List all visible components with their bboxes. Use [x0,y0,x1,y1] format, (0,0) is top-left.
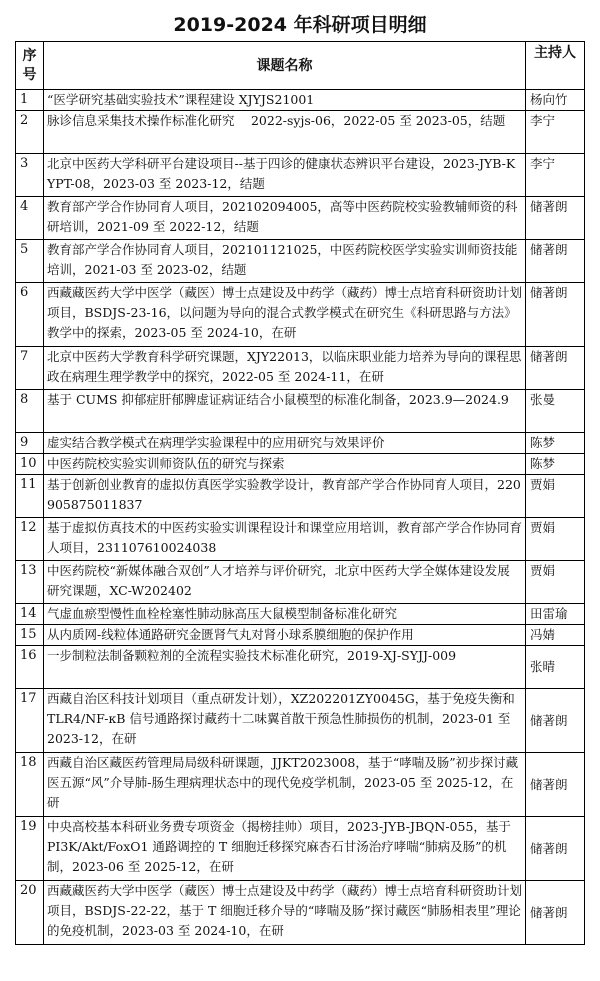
row-topic: 基于 CUMS 抑郁症肝郁脾虚证病证结合小鼠模型的标准化制备，2023.9—2024.9 [44,390,526,433]
row-number: 4 [16,197,44,240]
table-row [16,561,585,604]
header-lead: 主持人 [526,42,585,90]
row-topic: 一步制粒法制备颗粒剂的全流程实验技术标准化研究，2019-XJ-SYJJ-009 [44,646,526,689]
row-number: 5 [16,240,44,283]
row-topic: 北京中医药大学科研平台建设项目--基于四诊的健康状态辨识平台建设，2023-JYB-KYPT-08，2023-03 至 2023-12，结题 [44,154,526,197]
row-topic: 脉诊信息采集技术操作标准化研究 2022-syjs-06，2022-05 至 2023-05，结题 [44,111,526,154]
row-topic: 中医药院校“新媒体融合双创”人才培养与评价研究，北京中医药大学全媒体建设发展研究课题，XC-W202402 [44,561,526,604]
row-topic: 西藏自治区科技计划项目（重点研发计划），XZ202201ZY0045G，基于免疫失衡和 TLR4/NF-κB 信号通路探讨藏药十二味翼首散干预急性肺损伤的机制，2023-01 至 2023-12，在研 [44,689,526,753]
header-topic: 课题名称 [44,42,526,90]
table-row [16,154,585,197]
row-topic: 教育部产学合作协同育人项目，202102094005，高等中医药院校实验教辅师资的科研培训，2021-09 至 2022-12，结题 [44,197,526,240]
table-header-row [16,42,585,90]
table-row [16,625,585,646]
table-row [16,347,585,390]
table-row [16,753,585,817]
table-row [16,111,585,154]
table-row [16,283,585,347]
row-number: 19 [16,817,44,881]
row-lead: 张晴 [526,646,585,689]
row-number: 14 [16,604,44,625]
row-lead: 储著朗 [526,240,585,283]
row-lead: 储著朗 [526,881,585,945]
row-lead: 贾娟 [526,518,585,561]
table-row [16,433,585,454]
row-number: 7 [16,347,44,390]
row-lead: 陈梦 [526,433,585,454]
row-lead: 储著朗 [526,817,585,881]
row-lead: 贾娟 [526,475,585,518]
row-topic: 西藏自治区藏医药管理局局级科研课题，JJKT2023008，基于“哮喘及肠”初步探讨藏医五源“风”介导肺-肠生理病理状态中的现代免疫学机制，2023-05 至 2025-12，在研 [44,753,526,817]
row-number: 1 [16,90,44,111]
row-number: 15 [16,625,44,646]
table-row [16,197,585,240]
table-row [16,518,585,561]
row-number: 12 [16,518,44,561]
row-number: 13 [16,561,44,604]
row-topic: 中医药院校实验实训师资队伍的研究与探索 [44,454,526,475]
row-lead: 陈梦 [526,454,585,475]
row-number: 8 [16,390,44,433]
row-lead: 储著朗 [526,197,585,240]
row-topic: 基于虚拟仿真技术的中医药实验实训课程设计和课堂应用培训，教育部产学合作协同育人项目，231107610024038 [44,518,526,561]
table-row [16,604,585,625]
row-topic: 西藏藏医药大学中医学（藏医）博士点建设及中药学（藏药）博士点培育科研资助计划项目，BSDJS-23-16，以问题为导向的混合式教学模式在研究生《科研思路与方法》教学中的探索，2023-05 至 2024-10，在研 [44,283,526,347]
row-topic: 从内质网-线粒体通路研究金匮肾气丸对肾小球系膜细胞的保护作用 [44,625,526,646]
row-number: 16 [16,646,44,689]
row-number: 10 [16,454,44,475]
row-lead: 储著朗 [526,753,585,817]
row-number: 11 [16,475,44,518]
row-topic: 基于创新创业教育的虚拟仿真医学实验教学设计，教育部产学合作协同育人项目，220905875011837 [44,475,526,518]
row-topic: “医学研究基础实验技术”课程建设 XJYJS21001 [44,90,526,111]
table-row [16,689,585,753]
table-row [16,240,585,283]
table-row [16,390,585,433]
row-number: 6 [16,283,44,347]
row-lead: 李宁 [526,111,585,154]
row-topic: 教育部产学合作协同育人项目，202101121025，中医药院校医学实验实训师资技能培训，2021-03 至 2023-02，结题 [44,240,526,283]
row-number: 9 [16,433,44,454]
row-number: 3 [16,154,44,197]
row-topic: 气虚血瘀型慢性血栓栓塞性肺动脉高压大鼠模型制备标准化研究 [44,604,526,625]
table-row [16,817,585,881]
project-table [15,41,585,945]
table-row [16,90,585,111]
table-row [16,881,585,945]
row-number: 2 [16,111,44,154]
row-lead: 田雷瑜 [526,604,585,625]
row-lead: 储著朗 [526,283,585,347]
table-row [16,646,585,689]
table-row [16,454,585,475]
row-topic: 北京中医药大学教育科学研究课题，XJY22013，以临床职业能力培养为导向的课程思政在病理生理学教学中的探究，2022-05 至 2024-11，在研 [44,347,526,390]
row-lead: 李宁 [526,154,585,197]
row-topic: 虚实结合教学模式在病理学实验课程中的应用研究与效果评价 [44,433,526,454]
header-seq: 序号 [16,42,44,90]
row-number: 18 [16,753,44,817]
row-number: 20 [16,881,44,945]
row-lead: 冯婧 [526,625,585,646]
page-title: 2019-2024 年科研项目明细 [173,14,427,36]
row-lead: 杨向竹 [526,90,585,111]
row-topic: 中央高校基本科研业务费专项资金（揭榜挂帅）项目，2023-JYB-JBQN-055，基于 PI3K/Akt/FoxO1 通路调控的 T 细胞迁移探究麻杏石甘汤治疗哮喘“肺病及肠”的机制，2023-06 至 2025-12，在研 [44,817,526,881]
row-lead: 储著朗 [526,347,585,390]
row-lead: 贾娟 [526,561,585,604]
row-lead: 储著朗 [526,689,585,753]
table-row [16,475,585,518]
row-number: 17 [16,689,44,753]
row-topic: 西藏藏医药大学中医学（藏医）博士点建设及中药学（藏药）博士点培育科研资助计划项目，BSDJS-22-22，基于 T 细胞迁移介导的“哮喘及肠”探讨藏医“肺肠相表里”理论的免疫机制，2023-03 至 2024-10，在研 [44,881,526,945]
row-lead: 张曼 [526,390,585,433]
